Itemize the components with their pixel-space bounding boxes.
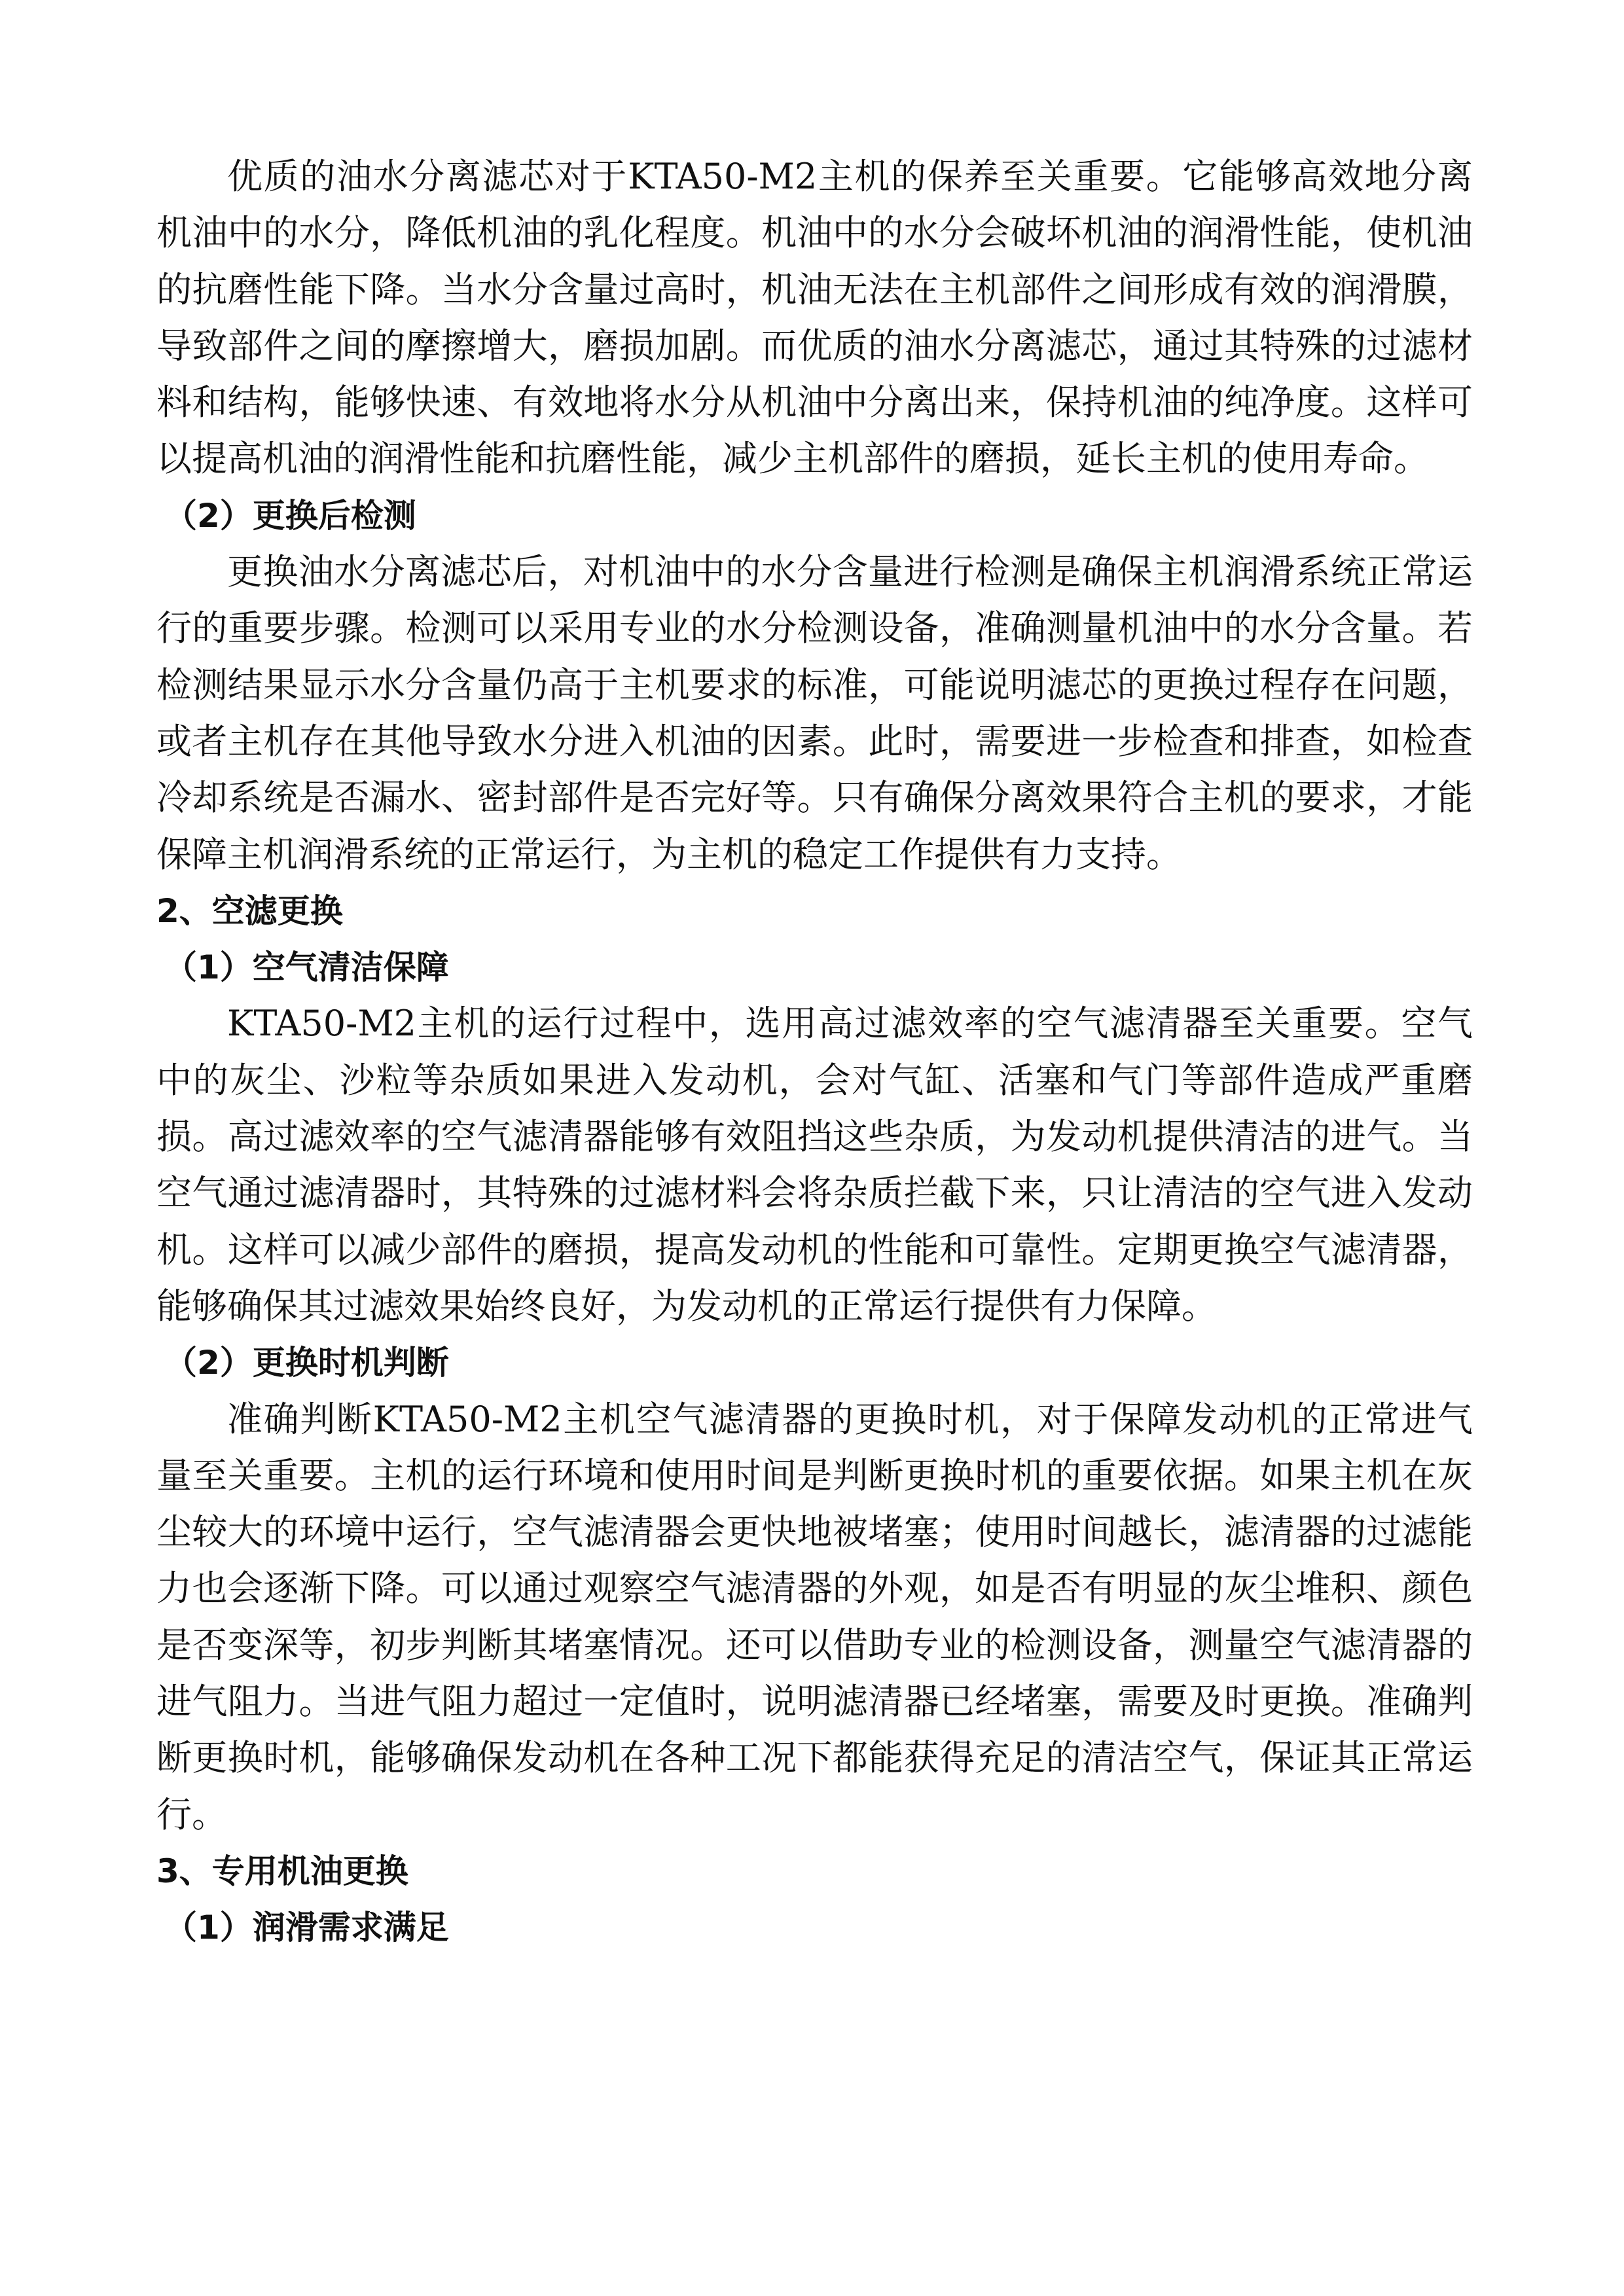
heading-air-filter-replacement: 2、空滤更换 (156, 891, 343, 930)
paragraph-oil-water-separator: 优质的油水分离滤芯对于KTA50-M2主机的保养至关重要。它能够高效地分离机油中的水分，降低机油的乳化程度。机油中的水分会破坏机油的润滑性能，使机油的抗磨性能下降。当水分含量过高时，机油无法在主机部件之间形成有效的润滑膜，导致部件之间的摩擦增大，磨损加剧。而优质的油水分离滤芯，通过其特殊的过滤材料和结构，能够快速、有效地将水分从机油中分离出来，保持机油的纯净度。这样可以提高机油的润滑性能和抗磨性能，减少主机部件的磨损，延长主机的使用寿命。 (156, 156, 1473, 480)
subheading-replacement-timing: （2）更换时机判断 (164, 1344, 449, 1382)
subheading-air-cleanliness: （1）空气清洁保障 (164, 948, 449, 987)
paragraph-air-cleanliness: KTA50-M2主机的运行过程中，选用高过滤效率的空气滤清器至关重要。空气中的灰尘、沙粒等杂质如果进入发动机，会对气缸、活塞和气门等部件造成严重磨损。高过滤效率的空气滤清器能够有效阻挡这些杂质，为发动机提供清洁的进气。当空气通过滤清器时，其特殊的过滤材料会将杂质拦截下来，只让清洁的空气进入发动机。这样可以减少部件的磨损，提高发动机的性能和可靠性。定期更换空气滤清器，能够确保其过滤效果始终良好，为发动机的正常运行提供有力保障。 (156, 1003, 1473, 1327)
document-page (156, 149, 1473, 1956)
heading-oil-replacement: 3、专用机油更换 (156, 1852, 408, 1890)
subheading-post-replacement-check: （2）更换后检测 (164, 496, 416, 535)
paragraph-replacement-timing: 准确判断KTA50-M2主机空气滤清器的更换时机，对于保障发动机的正常进气量至关重要。主机的运行环境和使用时间是判断更换时机的重要依据。如果主机在灰尘较大的环境中运行，空气滤清器会更快地被堵塞；使用时间越长，滤清器的过滤能力也会逐渐下降。可以通过观察空气滤清器的外观，如是否有明显的灰尘堆积、颜色是否变深等，初步判断其堵塞情况。还可以借助专业的检测设备，测量空气滤清器的进气阻力。当进气阻力超过一定值时，说明滤清器已经堵塞，需要及时更换。准确判断更换时机，能够确保发动机在各种工况下都能获得充足的清洁空气，保证其正常运行。 (156, 1398, 1473, 1835)
paragraph-post-replacement-check: 更换油水分离滤芯后，对机油中的水分含量进行检测是确保主机润滑系统正常运行的重要步骤。检测可以采用专业的水分检测设备，准确测量机油中的水分含量。若检测结果显示水分含量仍高于主机要求的标准，可能说明滤芯的更换过程存在问题，或者主机存在其他导致水分进入机油的因素。此时，需要进一步检查和排查，如检查冷却系统是否漏水、密封部件是否完好等。只有确保分离效果符合主机的要求，才能保障主机润滑系统的正常运行，为主机的稳定工作提供有力支持。 (156, 551, 1473, 875)
subheading-lubrication-needs: （1）润滑需求满足 (164, 1909, 449, 1947)
